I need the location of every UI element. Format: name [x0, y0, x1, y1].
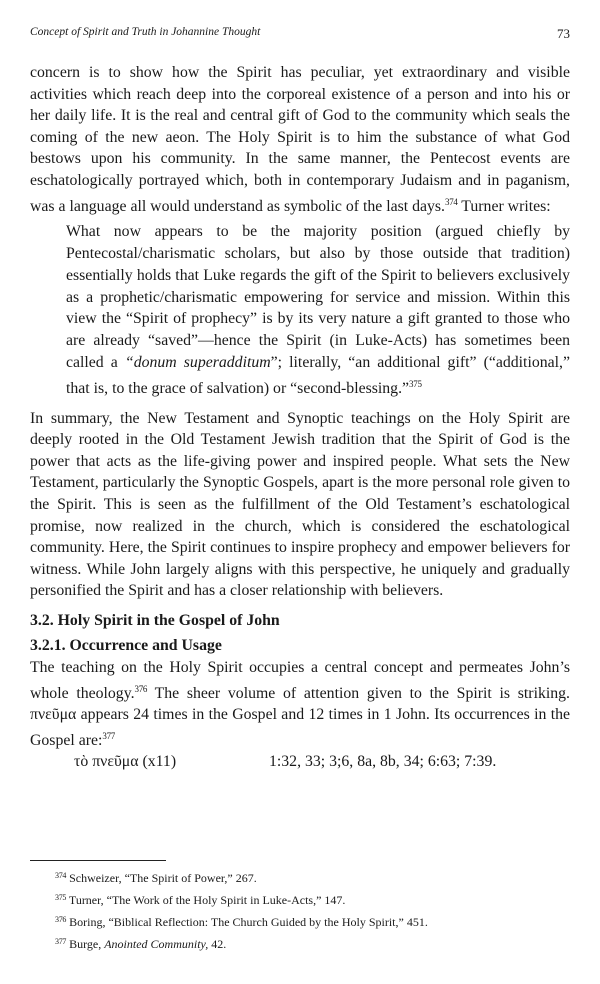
footnote-374 — [55, 866, 570, 888]
footnote-text: Burge, — [69, 937, 105, 951]
footnote-ref-377[interactable]: 377 — [102, 730, 115, 741]
footnote-ref-375[interactable]: 375 — [409, 378, 422, 389]
greek-term: τὸ πνεῦμα (x11) — [74, 753, 177, 771]
footnote-number: 375 — [55, 893, 67, 902]
footnote-number: 376 — [55, 915, 67, 924]
footnote-375 — [55, 888, 570, 910]
paragraph-3-b: The sheer volume of attention given to the Spirit is striking. πνεῦμα appears 24 times in the Gospel and 12 times in 1 John. Its occurrences in the Gospel are: — [30, 684, 570, 749]
footnotes — [55, 866, 570, 954]
footnote-divider — [30, 860, 166, 861]
page-body — [30, 62, 570, 773]
page-number: 73 — [557, 26, 570, 41]
footnote-text: Schweizer, “The Spirit of Power,” 267. — [69, 871, 257, 885]
quote-text-1: What now appears to be the majority position (argued chiefly by Pentecostal/charismatic scholars, but also by those outside that tradition) essentially holds that Luke regards the gift of the Spirit to believers exclusively as a prophetic/charismatic empowering for service and mission. Within this view the “Spirit of prophecy” is by its very nature a gift granted to those who are already “saved”—hence the Spirit (in Luke-Acts) has sometimes been called a — [66, 223, 570, 371]
paragraph-3-a: The teaching on the Holy Spirit occupies a central concept and permeates John’s whole theology. — [30, 659, 570, 702]
section-heading: 3.2. Holy Spirit in the Gospel of John — [30, 611, 280, 629]
footnote-ref-376[interactable]: 376 — [134, 683, 148, 694]
footnote-ref-374[interactable]: 374 — [445, 196, 458, 207]
paragraph-2: In summary, the New Testament and Synoptic teachings on the Holy Spirit are deeply rooted in the Old Testament Jewish tradition that the Spirit of God is the power that acts as the life-giving power and inspired people. What sets the New Testament, particularly the Synoptic Gospels, apart is the more personal role given to the Spirit. This is seen as the fulfillment of the Old Testament’s eschatological promise, now realized in the church, which is considered the eschatological community. Here, the Spirit continues to inspire prophecy and empower believers for witness. While John largely aligns with this perspective, he uniquely and gradually personified the Spirit and has a closer relationship with believers. — [30, 409, 570, 600]
footnote-tail: 42. — [208, 937, 227, 951]
footnote-377 — [55, 932, 570, 954]
paragraph-1-tail: Turner writes: — [457, 197, 551, 215]
footnote-text: Boring, “Biblical Reflection: The Church Guided by the Holy Spirit,” 451. — [69, 915, 428, 929]
running-header — [30, 26, 570, 42]
footnote-number: 374 — [55, 871, 67, 880]
footnote-376 — [55, 910, 570, 932]
running-title: Concept of Spirit and Truth in Johannine Thought — [30, 26, 261, 38]
verse-references: 1:32, 33; 3;6, 8a, 8b, 34; 6:63; 7:39. — [269, 753, 497, 771]
quote-text-2: ”; literally, “an additional gift” (“additional,” that is, to the grace of salvation) or “second-blessing.” — [66, 353, 570, 397]
quote-italic: “donum superadditum — [124, 353, 271, 371]
paragraph-1-text: concern is to show how the Spirit has peculiar, yet extraordinary and visible activities which reach deep into the corporeal existence of a person and into his or her daily life. It is the real and central gift of God to the community which seals the coming of the new aeon. The Holy Spirit is to him the substance of what God bestows upon his community. In the same manner, the Pentecost events are eschatologically portrayed which, both in contemporary Judaism and in paganism, was a language all would understand as symbolic of the last days. — [30, 64, 570, 215]
subsection-heading: 3.2.1. Occurrence and Usage — [30, 637, 222, 655]
block-quote — [66, 221, 570, 399]
footnote-italic-title: Anointed Community, — [104, 937, 209, 951]
footnote-number: 377 — [55, 937, 67, 946]
paragraph-3 — [30, 657, 570, 751]
footnote-text: Turner, “The Work of the Holy Spirit in Luke-Acts,” 147. — [68, 893, 346, 907]
paragraph-1 — [30, 62, 570, 217]
greek-occurrence-line — [74, 751, 570, 773]
